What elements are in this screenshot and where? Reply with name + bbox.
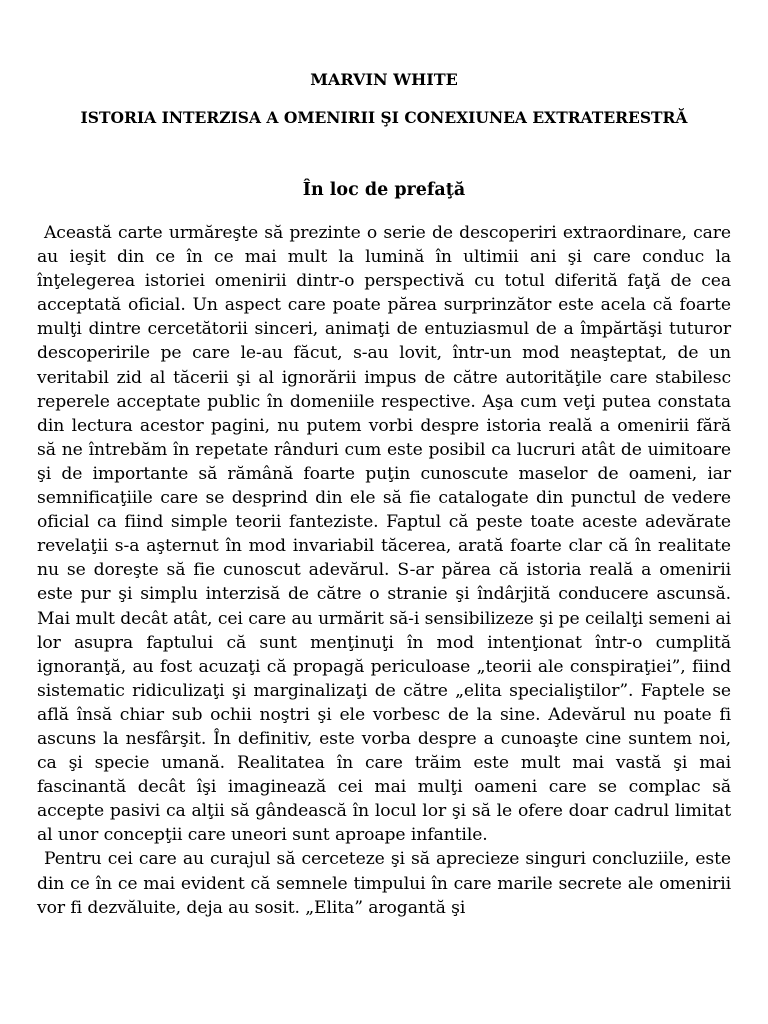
section-heading: În loc de prefaţă: [302, 180, 466, 200]
author-name: MARVIN WHITE: [310, 70, 458, 89]
paragraph-2: Pentru cei care au curajul să cerceteze şi să aprecieze singuri concluziile, este din ce în ce mai evident că semnele timpului în care marile secrete ale omenirii vor fi dezvăluite, deja au sosit. „Elita” arogantă şi: [37, 849, 731, 918]
body-text: [37, 221, 731, 920]
document-page: [37, 66, 731, 920]
book-title: ISTORIA INTERZISA A OMENIRII ŞI CONEXIUNEA EXTRATERESTRĂ: [80, 108, 688, 127]
paragraph-1: Această carte urmăreşte să prezinte o serie de descoperiri extraordinare, care au ieşit din ce în ce mai mult la lumină în ultimii ani şi care conduc la înţelegerea istoriei omenirii dintr-o perspectivă cu totul diferită faţă de cea acceptată oficial. Un aspect care poate părea surprinzător este acela că foarte mulţi dintre cercetătorii sinceri, animaţi de entuziasmul de a împărtăşi tuturor descoperirile pe care le-au făcut, s-au lovit, într-un mod neaşteptat, de un veritabil zid al tăcerii şi al ignorării impus de către autorităţile care stabilesc reperele acceptate public în domeniile respective. Aşa cum veţi putea constata din lectura acestor pagini, nu putem vorbi despre istoria reală a omenirii fără să ne întrebăm în repetate rânduri cum este posibil ca lucruri atât de uimitoare şi de importante să rămână foarte puţin cunoscute maselor de oameni, iar semnificaţiile care se desprind din ele să fie catalogate din punctul de vedere oficial ca fiind simple teorii fanteziste. Faptul că peste toate aceste adevărate revelaţii s-a aşternut în mod invariabil tăcerea, arată foarte clar că în realitate nu se doreşte să fie cunoscut adevărul. S-ar părea că istoria reală a omenirii este pur şi simplu interzisă de către o stranie şi îndârjită conducere ascunsă. Mai mult decât atât, cei care au urmărit să-i sensibilizeze şi pe ceilalţi semeni ai lor asupra faptului că sunt menţinuţi în mod intenţionat într-o cumplită ignoranţă, au fost acuzaţi că propagă periculoase „teorii ale conspiraţiei”, fiind sistematic ridiculizaţi şi marginalizaţi de către „elita specialiştilor”. Faptele se află însă chiar sub ochii noştri şi ele vorbesc de la sine. Adevărul nu poate fi ascuns la nesfârşit. În definitiv, este vorba despre a cunoaşte cine suntem noi, ca şi specie umană. Realitatea în care trăim este mult mai vastă şi mai fascinantă decât îşi imaginează cei mai mulţi oameni care se complac să accepte pasivi ca alţii să gândească în locul lor şi să le ofere doar cadrul limitat al unor concepţii care uneori sunt aproape infantile.: [37, 223, 731, 846]
